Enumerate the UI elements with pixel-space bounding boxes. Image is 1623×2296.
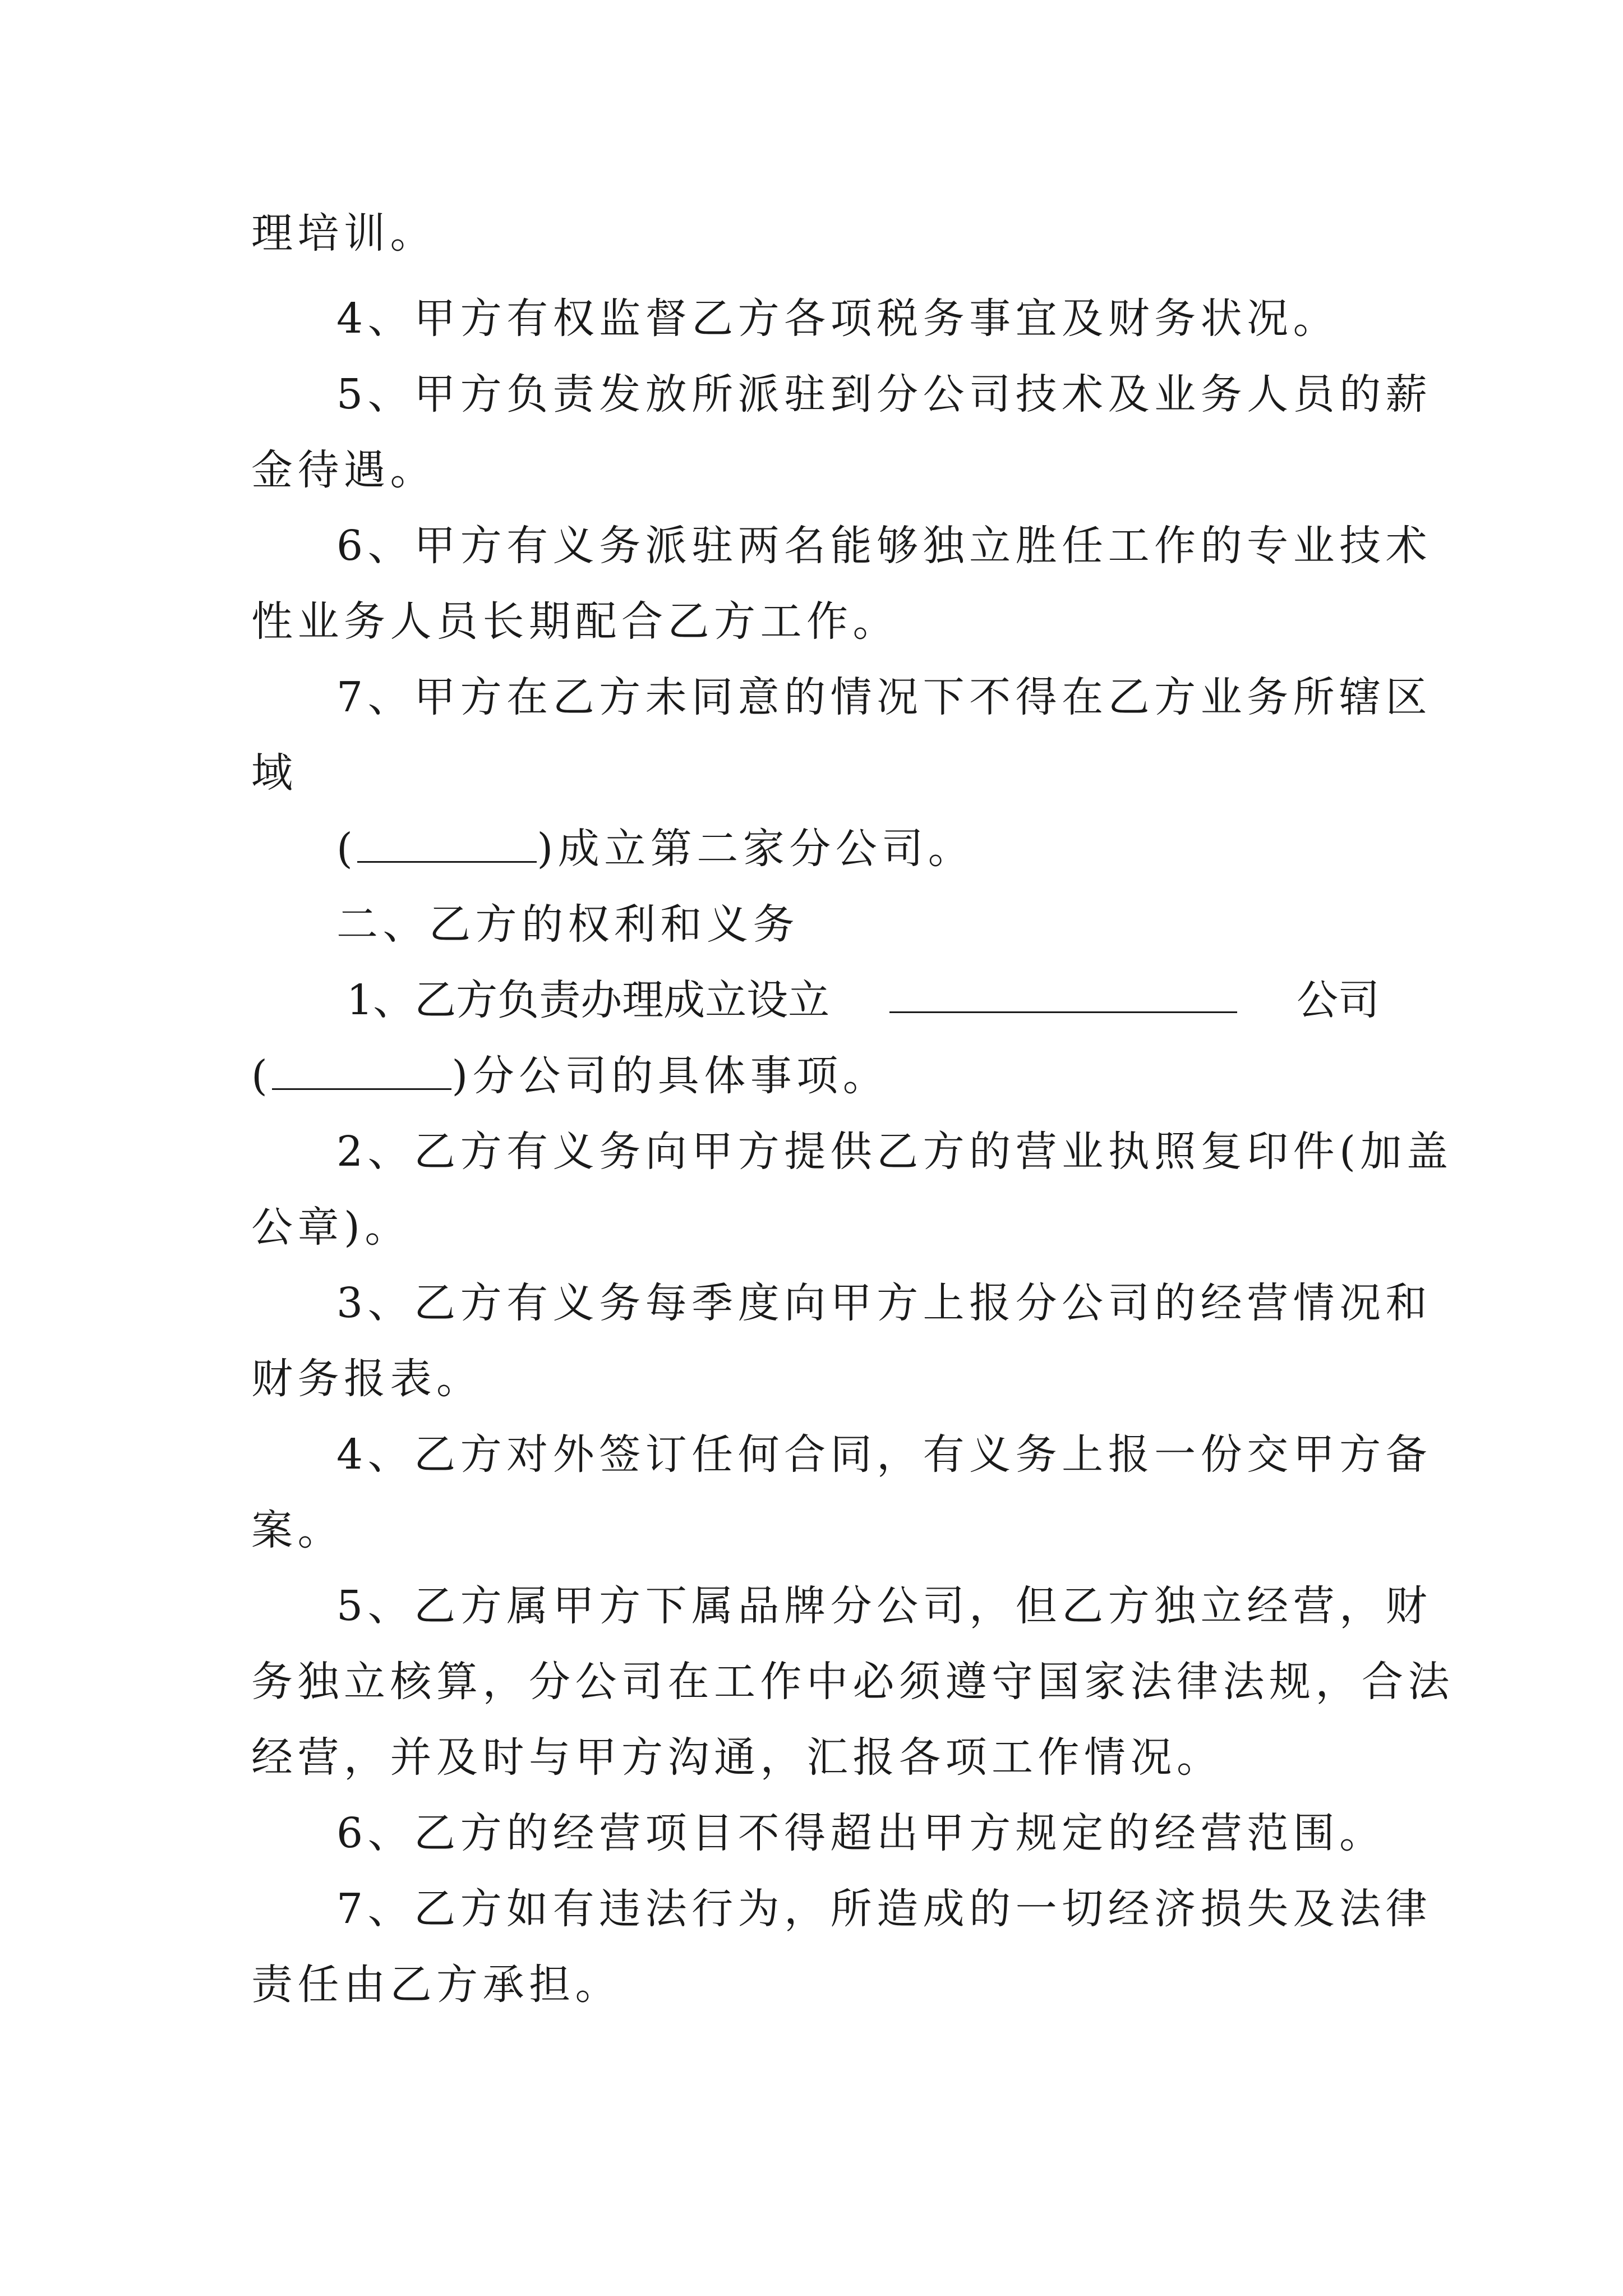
text-line: 域 [251, 749, 298, 797]
clause-party-b-5: 5、乙方属甲方下属品牌分公司，但乙方独立经营，财 [336, 1582, 1432, 1630]
text-segment: 1、乙方负责办理成立设立 [347, 976, 830, 1024]
clause-party-b-2: 2、乙方有义务向甲方提供乙方的营业执照复印件(加盖 [336, 1128, 1453, 1176]
section-heading-party-b: 二、乙方的权利和义务 [336, 900, 799, 949]
clause-party-b-4: 4、乙方对外签订任何合同，有义务上报一份交甲方备 [336, 1430, 1432, 1479]
clause-party-b-1 [347, 972, 1380, 1028]
clause-party-b-3: 3、乙方有义务每季度向甲方上报分公司的经营情况和 [336, 1279, 1432, 1327]
fill-in-blank [889, 972, 1237, 1013]
text-line: 财务报表。 [251, 1355, 483, 1403]
text-line-with-blank [251, 1048, 889, 1104]
text-line: 金待遇。 [251, 446, 436, 494]
clause-party-a-7: 7、甲方在乙方未同意的情况下不得在乙方业务所辖区 [336, 673, 1432, 721]
text-line: 公章)。 [251, 1203, 411, 1251]
clause-party-a-5: 5、甲方负责发放所派驻到分公司技术及业务人员的薪 [336, 370, 1432, 418]
clause-party-a-6: 6、甲方有义务派驻两名能够独立胜任工作的专业技术 [336, 522, 1432, 570]
text-segment: 公司 [1297, 976, 1380, 1024]
text-line: 理培训。 [251, 209, 436, 257]
text-line: 责任由乙方承担。 [251, 1961, 621, 2009]
clause-party-a-4: 4、甲方有权监督乙方各项税务事宜及财务状况。 [336, 295, 1340, 343]
fill-in-blank [272, 1049, 451, 1090]
text-line: 经营，并及时与甲方沟通，汇报各项工作情况。 [251, 1733, 1223, 1782]
text-segment: ( [251, 1052, 273, 1100]
clause-party-b-7: 7、乙方如有违法行为，所造成的一切经济损失及法律 [336, 1885, 1432, 1933]
text-segment: ( [336, 825, 358, 873]
clause-party-b-6: 6、乙方的经营项目不得超出甲方规定的经营范围。 [336, 1809, 1386, 1857]
text-line: 务独立核算，分公司在工作中必须遵守国家法律法规，合法 [251, 1658, 1454, 1706]
text-segment: )成立第二家分公司。 [537, 825, 975, 873]
text-line-with-blank [336, 821, 974, 877]
text-line: 案。 [251, 1506, 344, 1554]
text-segment: )分公司的具体事项。 [451, 1052, 889, 1100]
text-line: 性业务人员长期配合乙方工作。 [251, 597, 899, 646]
fill-in-blank [357, 822, 537, 863]
